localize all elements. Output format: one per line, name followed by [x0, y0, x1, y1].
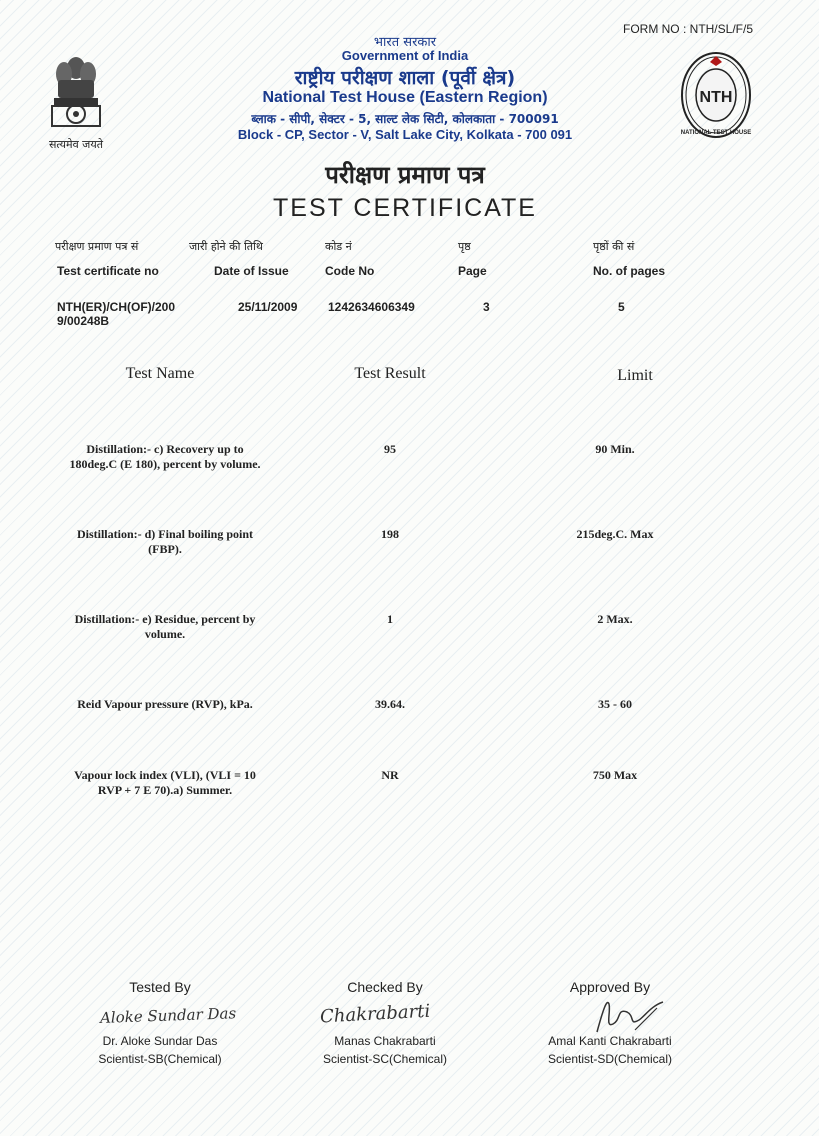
- tested-by-signature: Aloke Sundar Das: [99, 1004, 237, 1027]
- seal-ring-text: NATIONAL TEST HOUSE: [680, 130, 752, 136]
- meta-header-hindi: जारी होने की तिथि: [189, 240, 263, 253]
- limit-cell: 35 - 60: [598, 697, 632, 711]
- certificate-no-value: [57, 300, 175, 328]
- approved-by-signature: [585, 990, 675, 1040]
- org-english: National Test House (Eastern Region): [262, 89, 548, 106]
- meta-header-hindi: परीक्षण प्रमाण पत्र सं: [55, 240, 139, 253]
- certificate-title-hindi: परीक्षण प्रमाण पत्र: [325, 161, 485, 189]
- emblem-motto: सत्यमेव जयते: [48, 138, 103, 151]
- date-of-issue-value: 25/11/2009: [238, 300, 298, 314]
- meta-header-date-of-issue: Date of Issue: [214, 264, 289, 278]
- test-result-cell: 198: [381, 527, 399, 541]
- test-result-cell: NR: [381, 768, 399, 782]
- checked-by-designation: Scientist-SC(Chemical): [322, 1052, 448, 1066]
- meta-header-hindi: पृष्ठ: [458, 240, 471, 253]
- gov-hindi: भारत सरकार: [373, 35, 437, 50]
- no-of-pages-value: 5: [618, 300, 625, 314]
- gov-english: Government of India: [341, 48, 469, 63]
- checked-by-label: Checked By: [347, 979, 423, 995]
- test-name-cell: Distillation:- d) Final boiling point (FBP).: [76, 527, 254, 556]
- org-hindi: राष्ट्रीय परीक्षण शाला (पूर्वी क्षेत्र): [294, 67, 516, 89]
- code-no-value: 1242634606349: [328, 300, 415, 314]
- limit-cell: 2 Max.: [597, 612, 633, 626]
- meta-header-certificate-no: Test certificate no: [57, 264, 159, 278]
- limit-cell: 215deg.C. Max: [576, 527, 654, 541]
- test-result-cell: 39.64.: [375, 697, 405, 711]
- test-name-cell: Distillation:- e) Residue, percent by volume.: [74, 612, 256, 641]
- meta-header-hindi: कोड नं: [325, 240, 352, 253]
- test-name-cell: Reid Vapour pressure (RVP), kPa.: [77, 697, 253, 711]
- tested-by-label: Tested By: [129, 979, 191, 995]
- tested-by-designation: Scientist-SB(Chemical): [98, 1052, 222, 1066]
- checked-by-name: Manas Chakrabarti: [334, 1034, 436, 1048]
- meta-header-page: Page: [458, 264, 487, 278]
- limit-cell: 90 Min.: [595, 442, 635, 456]
- meta-header-code-no: Code No: [325, 264, 375, 278]
- approved-by-designation: Scientist-SD(Chemical): [547, 1052, 673, 1066]
- test-result-cell: 1: [387, 612, 393, 626]
- results-header-limit: Limit: [617, 367, 653, 384]
- test-name-cell: Distillation:- c) Recovery up to 180deg.C (E 180), percent by volume.: [69, 442, 261, 471]
- address-hindi: ब्लाक - सीपी, सेक्टर - 5, साल्ट लेक सिटी, कोलकाता - 700091: [251, 112, 559, 126]
- certificate-no-line1: NTH(ER)/CH(OF)/200: [57, 300, 176, 314]
- certificate-no-line2: 9/00248B: [57, 314, 110, 328]
- test-name-cell: Vapour lock index (VLI), (VLI = 10 RVP + 7 E 70).a) Summer.: [74, 768, 256, 797]
- limit-cell: 750 Max: [592, 768, 638, 782]
- approved-by-name: Amal Kanti Chakrabarti: [548, 1034, 672, 1048]
- test-result-cell: 95: [384, 442, 396, 456]
- results-header-test-name: Test Name: [125, 365, 195, 382]
- meta-header-no-of-pages: No. of pages: [593, 264, 666, 278]
- checked-by-signature: Chakrabarti: [319, 1000, 431, 1028]
- form-number: FORM NO : NTH/SL/F/5: [622, 22, 753, 36]
- certificate-title-english: TEST CERTIFICATE: [273, 194, 537, 222]
- meta-header-hindi: पृष्ठों की सं: [593, 240, 635, 253]
- national-emblem-icon: [44, 50, 108, 132]
- tested-by-name: Dr. Aloke Sundar Das: [102, 1034, 218, 1048]
- seal-center-text: NTH: [699, 89, 733, 106]
- address-english: Block - CP, Sector - V, Salt Lake City, Kolkata - 700 091: [237, 127, 573, 142]
- approved-by-label: Approved By: [569, 979, 651, 995]
- nth-seal-icon: [680, 50, 752, 140]
- page-value: 3: [483, 300, 490, 314]
- results-header-test-result: Test Result: [354, 365, 426, 382]
